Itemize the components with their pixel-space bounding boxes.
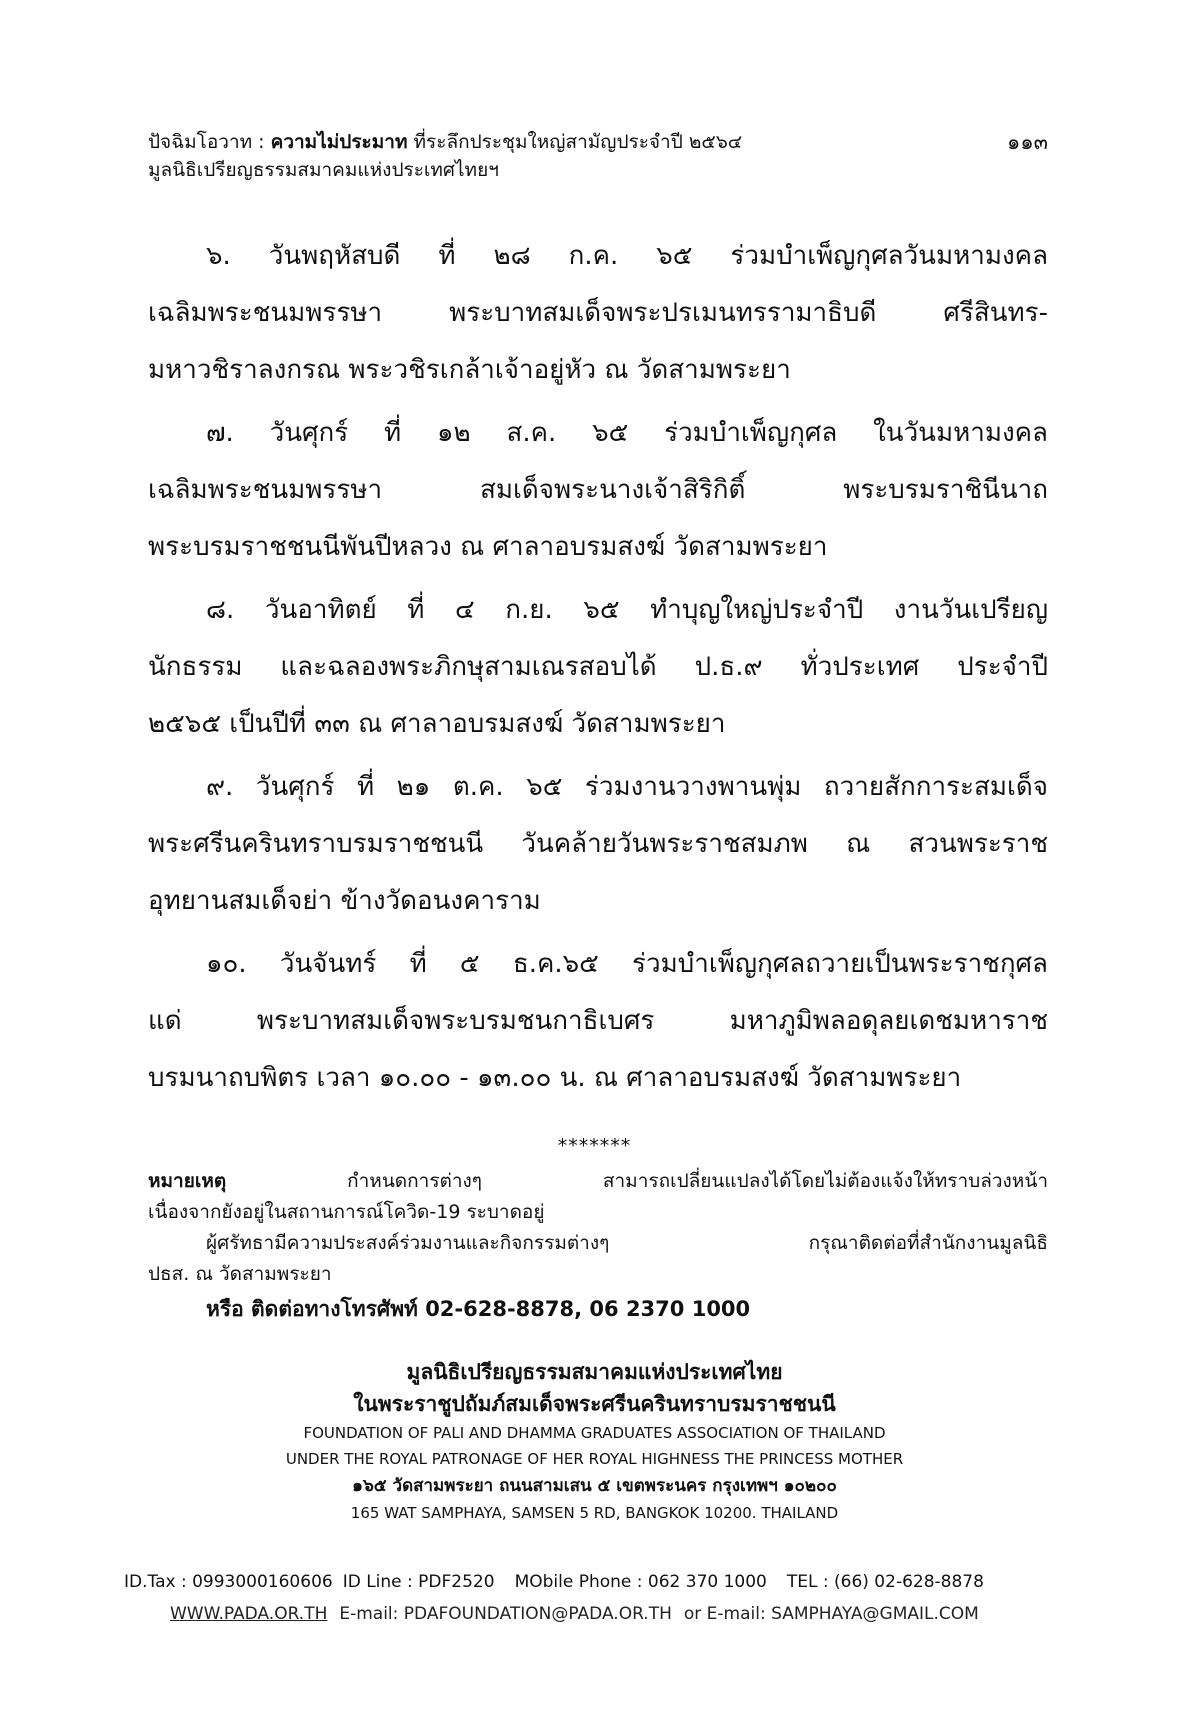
note-line-4: ปธส. ณ วัดสามพระยา	[148, 1263, 332, 1285]
event-line: ๘. วันอาทิตย์ ที่ ๔ ก.ย. ๖๕ ทำบุญใหญ่ประจำปี งานวันเปรียญ	[206, 595, 1048, 625]
event-item-9	[148, 759, 1048, 930]
line-id: ID Line : PDF2520	[342, 1572, 495, 1592]
header-prefix: ปัจฉิมโอวาท :	[148, 131, 271, 153]
header-suffix: ที่ระลึกประชุมใหญ่สามัญประจำปี ๒๕๖๔	[407, 131, 743, 153]
event-list	[148, 228, 1048, 1113]
event-line: ๒๕๖๕ เป็นปีที่ ๓๓ ณ ศาลาอบรมสงฆ์ วัดสามพระยา	[148, 709, 726, 739]
event-line: ๙. วันศุกร์ ที่ ๒๑ ต.ค. ๖๕ ร่วมงานวางพานพุ่ม ถวายสักการะสมเด็จ	[206, 772, 1048, 802]
foundation-name-th-2: ในพระราชูปถัมภ์สมเด็จพระศรีนครินทราบรมราชชนนี	[353, 1392, 836, 1416]
note-section	[148, 1166, 1048, 1328]
event-line: นักธรรม และฉลองพระภิกษุสามเณรสอบได้ ป.ธ.๙ ทั่วประเทศ ประจำปี	[148, 652, 1048, 682]
email-samphaya: E-mail: SAMPHAYA@GMAIL.COM	[706, 1604, 979, 1624]
mobile-phone: MObile Phone : 062 370 1000	[514, 1572, 767, 1592]
foundation-address-th: ๑๖๕ วัดสามพระยา ถนนสามเสน ๕ เขตพระนคร กรุงเทพฯ ๑๐๒๐๐	[352, 1476, 837, 1496]
event-line: ๖. วันพฤหัสบดี ที่ ๒๘ ก.ค. ๖๕ ร่วมบำเพ็ญกุศลวันมหามงคล	[206, 241, 1048, 271]
page-number: ๑๑๓	[1006, 130, 1048, 154]
foundation-block	[0, 1356, 1189, 1526]
event-line: เฉลิมพระชนมพรรษา พระบาทสมเด็จพระปรเมนทรรามาธิบดี ศรีสินทร-	[148, 298, 1048, 328]
event-line: แด่ พระบาทสมเด็จพระบรมชนกาธิเบศร มหาภูมิพลอดุลยเดชมหาราช	[148, 1006, 1048, 1036]
event-line: ๗. วันศุกร์ ที่ ๑๒ ส.ค. ๖๕ ร่วมบำเพ็ญกุศล ในวันมหามงคล	[206, 418, 1048, 448]
event-line: พระศรีนครินทราบรมราชชนนี วันคล้ายวันพระราชสมภพ ณ สวนพระราช	[148, 829, 1048, 859]
id-contact-line	[124, 1572, 984, 1592]
foundation-address-en: 165 WAT SAMPHAYA, SAMSEN 5 RD, BANGKOK 10200. THAILAND	[350, 1504, 839, 1522]
event-line: พระบรมราชชนนีพันปีหลวง ณ ศาลาอบรมสงฆ์ วัดสามพระยา	[148, 532, 828, 562]
contact-phone-line: หรือ ติดต่อทางโทรศัพท์ 02-628-8878, 06 2370 1000	[206, 1297, 751, 1321]
note-line-3: ผู้ศรัทธามีความประสงค์ร่วมงานและกิจกรรมต่างๆ กรุณาติดต่อที่สำนักงานมูลนิธิ	[206, 1232, 1048, 1254]
header-line-1	[148, 128, 1048, 156]
telephone: TEL : (66) 02-628-8878	[786, 1572, 984, 1592]
header-book-title: ความไม่ประมาท	[270, 131, 408, 153]
section-separator: *******	[557, 1135, 632, 1157]
event-item-6	[148, 228, 1048, 399]
web-contact-line	[170, 1604, 979, 1624]
note-label: หมายเหตุ	[148, 1170, 227, 1192]
event-line: ๑๐. วันจันทร์ ที่ ๕ ธ.ค.๖๕ ร่วมบำเพ็ญกุศลถวายเป็นพระราชกุศล	[206, 949, 1048, 979]
foundation-name-en-2: UNDER THE ROYAL PATRONAGE OF HER ROYAL HIGHNESS THE PRINCESS MOTHER	[285, 1450, 904, 1468]
email-foundation: E-mail: PDAFOUNDATION@PADA.OR.TH	[339, 1604, 672, 1624]
event-line: อุทยานสมเด็จย่า ข้างวัดอนงคาราม	[148, 886, 541, 916]
event-line: มหาวชิราลงกรณ พระวชิรเกล้าเจ้าอยู่หัว ณ วัดสามพระยา	[148, 355, 791, 385]
event-item-8	[148, 582, 1048, 753]
foundation-name-th-1: มูลนิธิเปรียญธรรมสมาคมแห่งประเทศไทย	[406, 1360, 783, 1384]
website-link[interactable]: WWW.PADA.OR.TH	[170, 1604, 328, 1624]
event-item-10	[148, 936, 1048, 1107]
or-text: or	[683, 1604, 702, 1624]
header-line-2: มูลนิธิเปรียญธรรมสมาคมแห่งประเทศไทยฯ	[148, 159, 499, 181]
tax-id: ID.Tax : 0993000160606	[124, 1572, 333, 1592]
event-line: เฉลิมพระชนมพรรษา สมเด็จพระนางเจ้าสิริกิติ์ พระบรมราชินีนาถ	[148, 475, 1048, 505]
note-line-2: เนื่องจากยังอยู่ในสถานการณ์โควิด-19 ระบาดอยู่	[148, 1201, 545, 1223]
note-line-1	[148, 1166, 1048, 1197]
running-header	[148, 128, 1048, 184]
event-item-7	[148, 405, 1048, 576]
note-text: กำหนดการต่างๆ สามารถเปลี่ยนแปลงได้โดยไม่ต้องแจ้งให้ทราบล่วงหน้า	[226, 1170, 1048, 1192]
foundation-name-en-1: FOUNDATION OF PALI AND DHAMMA GRADUATES ASSOCIATION OF THAILAND	[303, 1424, 886, 1442]
event-line: บรมนาถบพิตร เวลา ๑๐.๐๐ - ๑๓.๐๐ น. ณ ศาลาอบรมสงฆ์ วัดสามพระยา	[148, 1063, 962, 1093]
